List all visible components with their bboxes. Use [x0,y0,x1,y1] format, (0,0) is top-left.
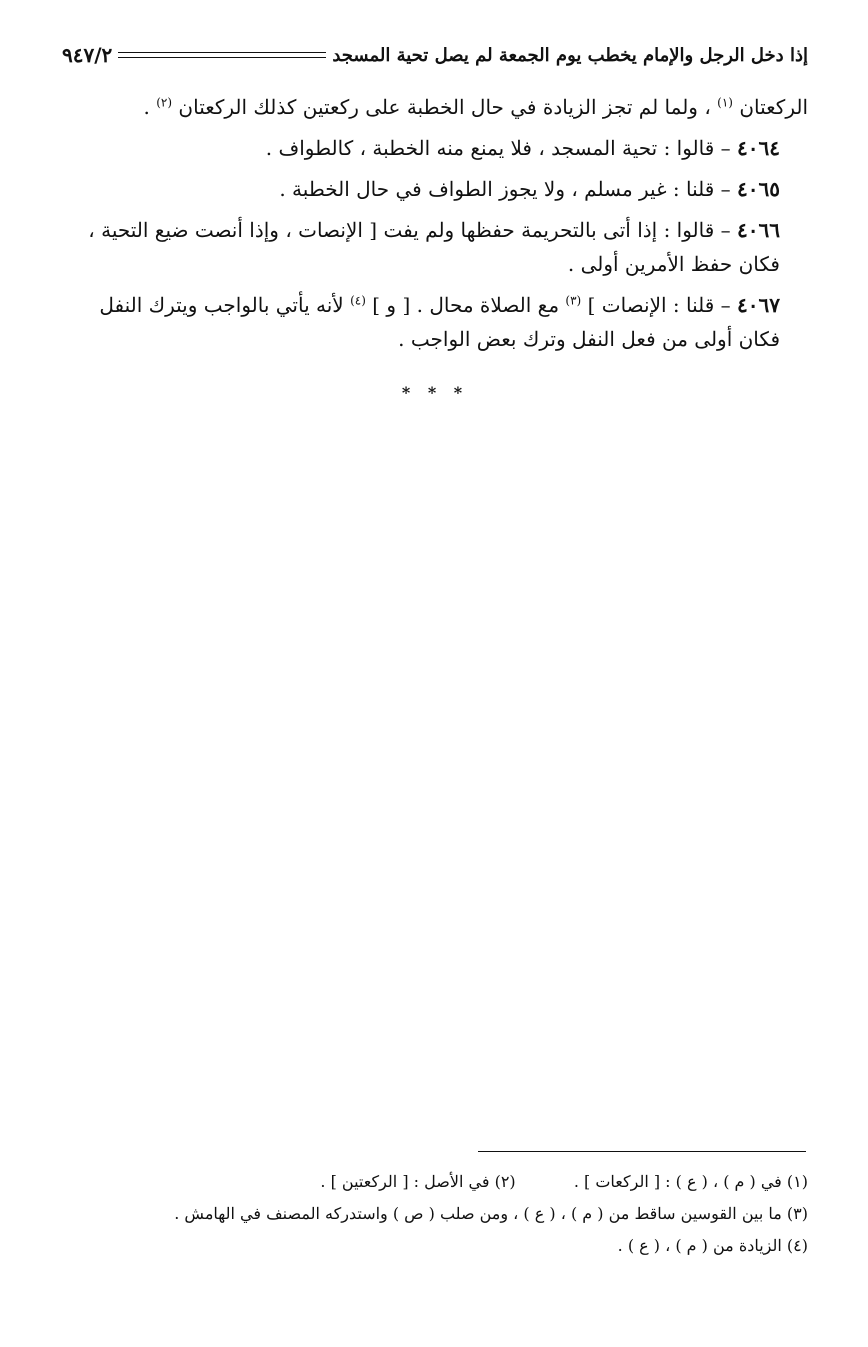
paragraph-number: ٤٠٦٥ [737,177,780,201]
paragraph-text: لأنه يأتي بالواجب ويترك النفل فكان أولى من فعل النفل وترك بعض الواجب . [99,293,780,351]
footnote-line [62,1166,808,1198]
page-number: ٩٤٧/٢ [62,43,113,67]
running-title: إذا دخل الرجل والإمام يخطب يوم الجمعة لم يصل تحية المسجد [332,44,808,66]
paragraph-number: ٤٠٦٦ [737,218,780,242]
header-double-rule [118,52,326,58]
paragraph-continuation [62,90,808,124]
paragraph-4067 [62,288,808,356]
page [62,38,808,410]
footnote-4: (٤) الزيادة من ( م ) ، ( ع ) . [617,1236,808,1255]
paragraph-number: ٤٠٦٧ [737,293,780,317]
footnote-ref-1: (١) [717,95,733,110]
paragraph-4066 [62,213,808,281]
paragraph-dash: – [720,177,731,201]
paragraph-4064 [62,131,808,165]
paragraph-text: ، ولما لم تجز الزيادة في حال الخطبة على ركعتين كذلك الركعتان [178,95,711,119]
footnote-rule [478,1151,806,1152]
paragraph-number: ٤٠٦٤ [737,136,780,160]
paragraph-text: مع الصلاة محال . [ و ] [372,293,560,317]
paragraph-dash: – [720,218,731,242]
running-header [62,38,808,72]
section-separator: * * * [401,383,469,402]
paragraph-4065 [62,172,808,206]
paragraph-dash: – [720,136,731,160]
footnote-ref-3: (٣) [565,293,582,308]
footnote-ref-4: (٤) [350,293,366,308]
footnote-ref-2: (٢) [156,95,173,110]
footnote-2: (٢) في الأصل : [ الركعتين ] . [320,1172,516,1191]
footnotes [62,1166,808,1262]
paragraph-text: قالوا : تحية المسجد ، فلا يمنع منه الخطبة ، كالطواف . [265,136,715,160]
body-text [62,90,808,410]
paragraph-dash: – [720,293,731,317]
footnote-1: (١) في ( م ) ، ( ع ) : [ الركعات ] . [573,1172,808,1191]
paragraph-text: قلنا : غير مسلم ، ولا يجوز الطواف في حال الخطبة . [279,177,715,201]
paragraph-text: الركعتان [739,95,808,119]
paragraph-text: قلنا : الإنصات ] [587,293,715,317]
paragraph-text: قالوا : إذا أتى بالتحريمة حفظها ولم يفت [ الإنصات ، وإذا أنصت ضيع التحية ، فكان حفظ الأمرين أولى . [88,218,780,276]
paragraph-text: . [143,95,150,119]
footnote-3: (٣) ما بين القوسين ساقط من ( م ) ، ( ع ) ، ومن صلب ( ص ) واستدركه المصنف في الهامش . [174,1204,808,1223]
